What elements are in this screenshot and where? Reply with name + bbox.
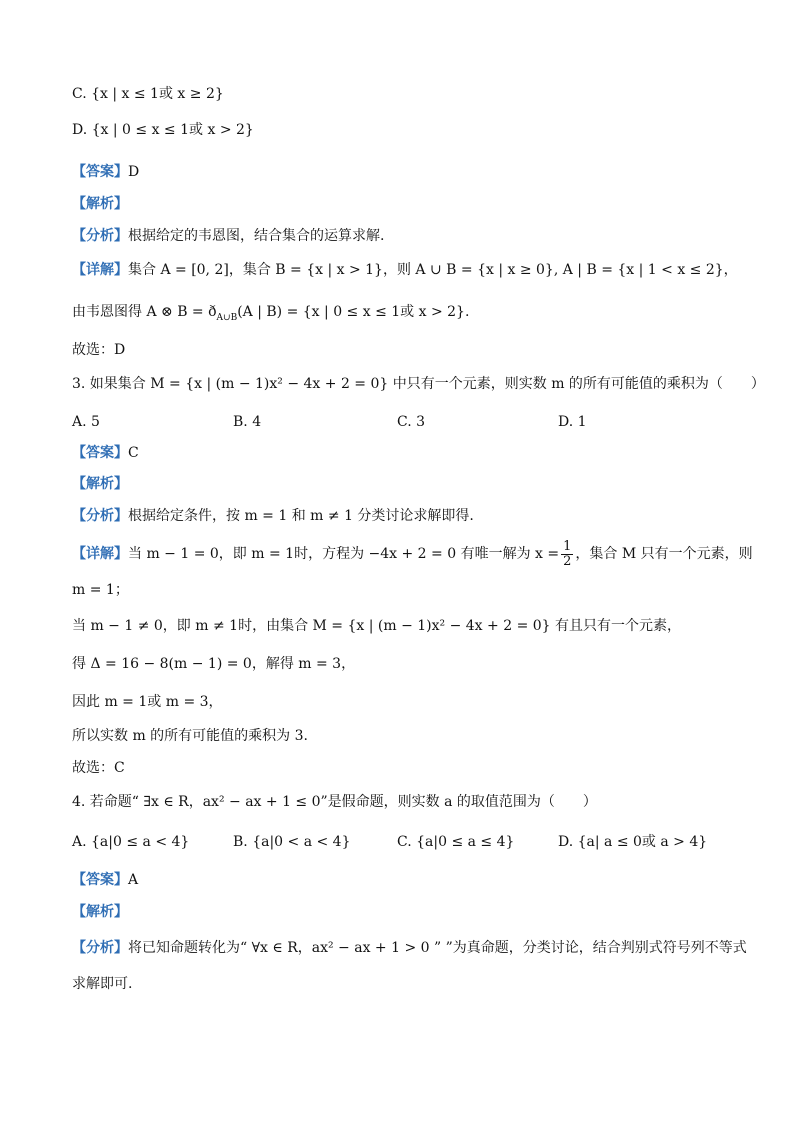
q4-stem: 4. 若命题“ ∃x ∈ R，ax² − ax + 1 ≤ 0”是假命题，则实数 a 的取值范围为（ ） bbox=[72, 794, 597, 810]
fraction-one-half: $\frac{1}{2}$ bbox=[563, 538, 572, 569]
fenxi-tag: 【分析】 bbox=[72, 228, 128, 244]
q2-answer bbox=[72, 162, 139, 182]
detail-text: 当 m − 1 = 0，即 m = 1时，方程为 −4x + 2 = 0 有唯一解为 x = bbox=[128, 546, 560, 562]
detail-tag: 【详解】 bbox=[72, 262, 128, 278]
option-c: C. {x | x ≤ 1或 x ≥ 2} bbox=[72, 86, 224, 102]
q2-analysis-tag: 【解析】 bbox=[72, 196, 128, 212]
q4-analysis-tag: 【解析】 bbox=[72, 904, 128, 920]
detail-text: 集合 A = [0, 2]，集合 B = {x | x > 1}，则 A ∪ B = {x | x ≥ 0}, A | B = {x | 1 < x ≤ 2}， bbox=[128, 262, 738, 278]
q3-analysis-tag: 【解析】 bbox=[72, 476, 128, 492]
q2-fenxi bbox=[72, 226, 384, 246]
q4-option-b: B. {a|0 < a < 4} bbox=[233, 834, 351, 850]
fenxi-tag: 【分析】 bbox=[72, 940, 128, 956]
q3-detail bbox=[72, 538, 753, 570]
q3-detail-continued: m = 1； bbox=[72, 582, 129, 598]
q2-choice: 故选：D bbox=[72, 342, 126, 358]
detail-tag: 【详解】 bbox=[72, 546, 128, 562]
option-d: D. {x | 0 ≤ x ≤ 1或 x > 2} bbox=[72, 122, 254, 138]
q4-option-a: A. {a|0 ≤ a < 4} bbox=[72, 834, 190, 850]
q3-answer bbox=[72, 443, 139, 463]
q3-thus: 因此 m = 1或 m = 3， bbox=[72, 694, 223, 710]
fenxi-tag: 【分析】 bbox=[72, 508, 128, 524]
q3-fenxi bbox=[72, 506, 474, 526]
q3-case-two: 当 m − 1 ≠ 0，即 m ≠ 1时，由集合 M = {x | (m − 1)x² − 4x + 2 = 0} 有且只有一个元素， bbox=[72, 618, 682, 634]
answer-value: A bbox=[128, 872, 139, 888]
answer-tag: 【答案】 bbox=[72, 445, 128, 461]
q4-fenxi-continued: 求解即可. bbox=[72, 976, 133, 992]
answer-tag: 【答案】 bbox=[72, 872, 128, 888]
q3-option-d: D. 1 bbox=[558, 414, 587, 430]
fenxi-text: 根据给定的韦恩图，结合集合的运算求解. bbox=[128, 228, 385, 244]
q3-option-b: B. 4 bbox=[233, 414, 262, 430]
q2-detail-continued bbox=[72, 302, 469, 328]
q4-answer bbox=[72, 870, 138, 890]
detail-text-3: (A | B) = {x | 0 ≤ x ≤ 1或 x > 2}. bbox=[237, 304, 470, 320]
answer-value: C bbox=[128, 445, 139, 461]
q3-option-c: C. 3 bbox=[397, 414, 426, 430]
q4-option-c: C. {a|0 ≤ a ≤ 4} bbox=[397, 834, 515, 850]
q3-stem: 3. 如果集合 M = {x | (m − 1)x² − 4x + 2 = 0} 中只有一个元素，则实数 m 的所有可能值的乘积为（ ） bbox=[72, 376, 765, 392]
complement-subscript: A∪B bbox=[216, 312, 238, 323]
q4-option-d: D. {a| a ≤ 0或 a > 4} bbox=[558, 834, 708, 850]
detail-text-2: 由韦恩图得 A ⊗ B = ð bbox=[72, 304, 217, 320]
answer-tag: 【答案】 bbox=[72, 164, 128, 180]
q3-option-a: A. 5 bbox=[72, 414, 100, 430]
q3-choice: 故选：C bbox=[72, 760, 125, 776]
q3-product: 所以实数 m 的所有可能值的乘积为 3. bbox=[72, 728, 308, 744]
fenxi-text: 将已知命题转化为“ ∀x ∈ R，ax² − ax + 1 > 0 ” ”为真命题，分类讨论，结合判别式符号列不等式 bbox=[128, 940, 747, 956]
answer-value: D bbox=[128, 164, 140, 180]
q3-delta: 得 Δ = 16 − 8(m − 1) = 0，解得 m = 3， bbox=[72, 656, 356, 672]
q4-fenxi bbox=[72, 938, 747, 958]
detail-text-b: ，集合 M 只有一个元素，则 bbox=[575, 546, 753, 562]
q2-detail bbox=[72, 260, 738, 280]
fenxi-text: 根据给定条件，按 m = 1 和 m ≠ 1 分类讨论求解即得. bbox=[128, 508, 474, 524]
